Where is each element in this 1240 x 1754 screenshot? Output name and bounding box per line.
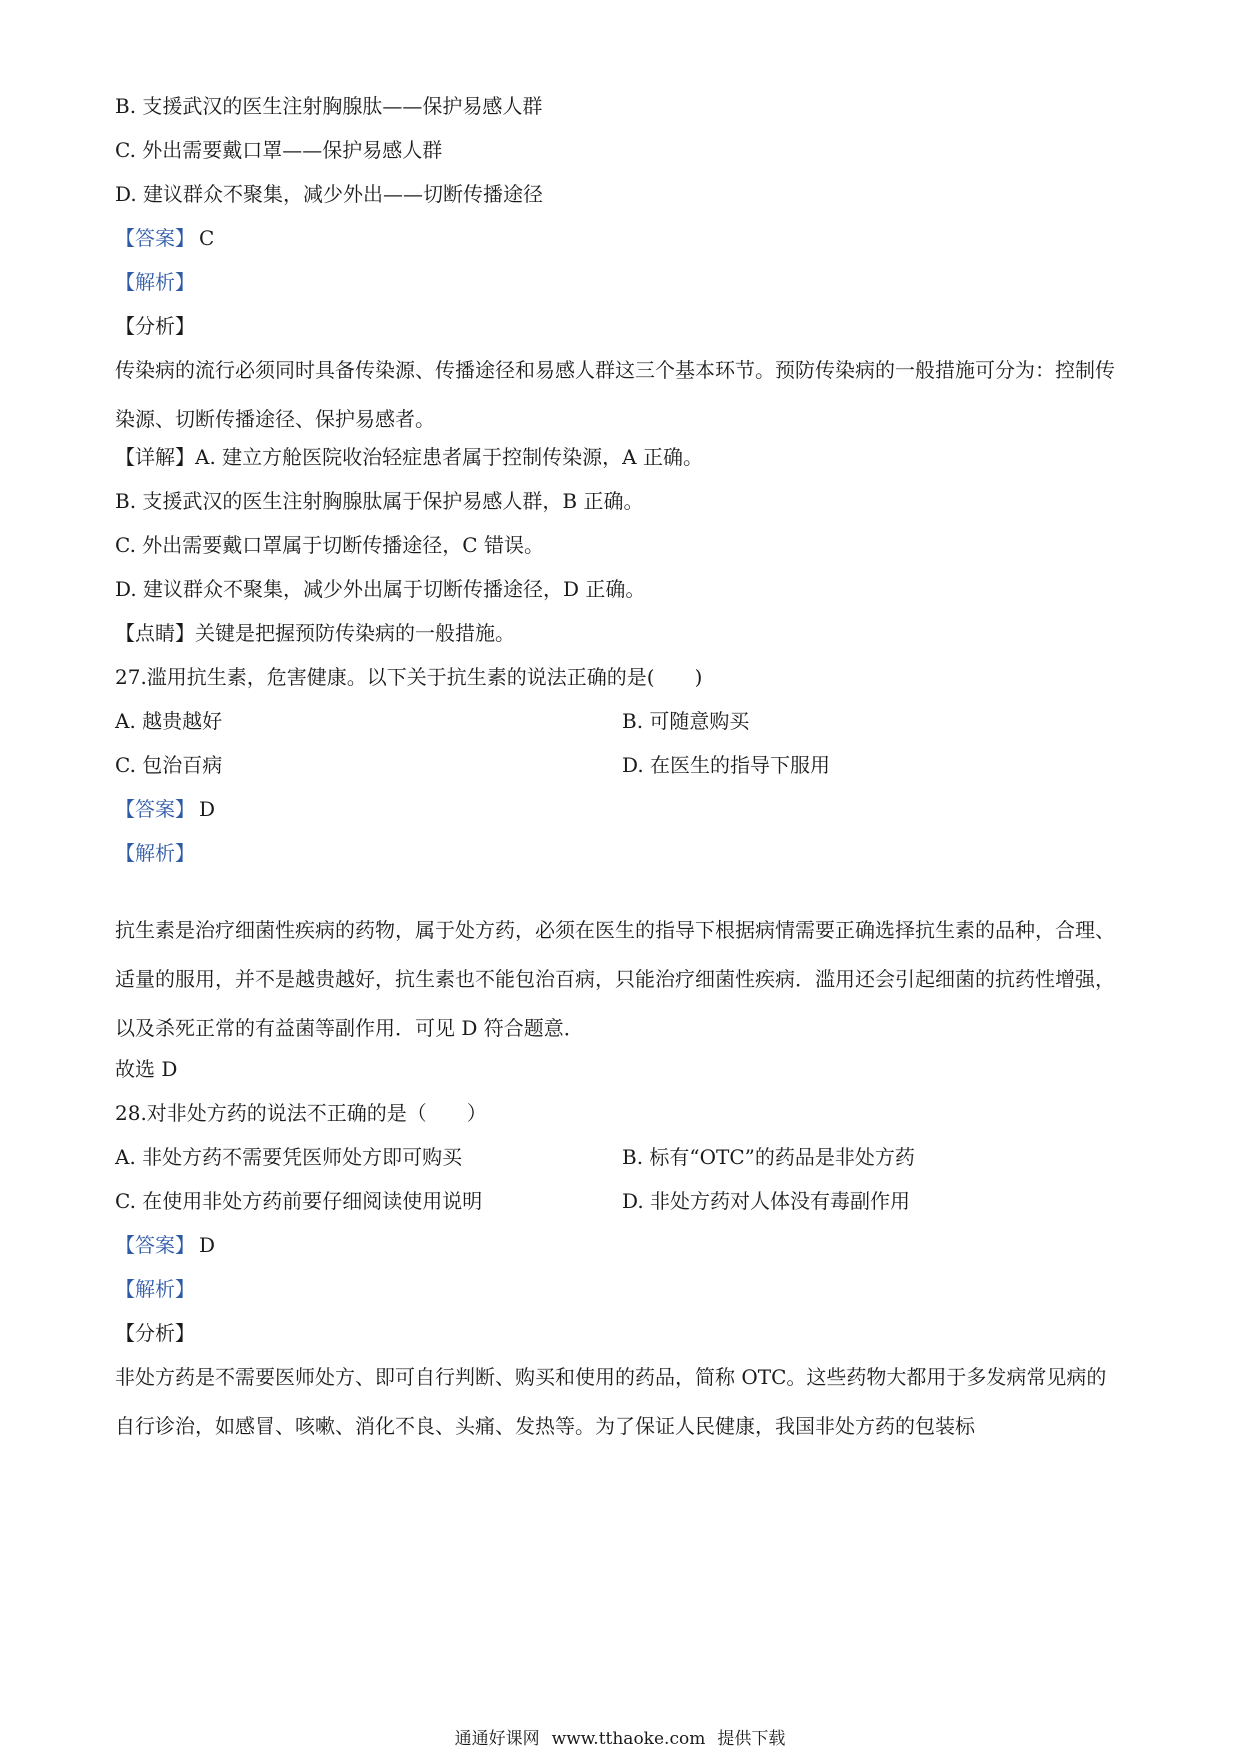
q27-stem: 27.滥用抗生素，危害健康。以下关于抗生素的说法正确的是( ) (115, 665, 703, 689)
q28-answer-value: D (199, 1233, 216, 1257)
q28-option-d: D. 非处方药对人体没有毒副作用 (622, 1189, 911, 1213)
q26-fenxi-label: 【分析】 (115, 314, 195, 338)
q27-option-c: C. 包治百病 (115, 753, 223, 777)
q27-analysis-label: 【解析】 (115, 841, 195, 865)
q27-analysis-text: 抗生素是治疗细菌性疾病的药物，属于处方药，必须在医生的指导下根据病情需要正确选择抗生素的品种，合理、适量的服用，并不是越贵越好，抗生素也不能包治百病，只能治疗细菌性疾病．滥用还会引起细菌的抗药性增强，以及杀死正常的有益菌等副作用．可见 D 符合题意． (115, 918, 1115, 1040)
q26-option-d: D. 建议群众不聚集，减少外出——切断传播途径 (115, 182, 544, 206)
q27-option-d: D. 在医生的指导下服用 (622, 753, 831, 777)
footer-note: 提供下载 (717, 1729, 786, 1749)
q26-detail-line-4: D. 建议群众不聚集，减少外出属于切断传播途径，D 正确。 (115, 577, 646, 601)
q27-answer-row (115, 795, 215, 823)
q28-stem: 28.对非处方药的说法不正确的是（ ） (115, 1101, 487, 1125)
q26-detail-line-2: B. 支援武汉的医生注射胸腺肽属于保护易感人群，B 正确。 (115, 489, 644, 513)
q28-option-b: B. 标有“OTC”的药品是非处方药 (622, 1145, 915, 1169)
q28-fenxi-label: 【分析】 (115, 1321, 195, 1345)
q28-fenxi-text: 非处方药是不需要医师处方、即可自行判断、购买和使用的药品，简称 OTC。这些药物大都用于多发病常见病的自行诊治，如感冒、咳嗽、消化不良、头痛、发热等。为了保证人民健康，我国非处方药的包装标 (115, 1365, 1107, 1438)
q28-answer-label: 【答案】 (115, 1233, 195, 1257)
page-footer (0, 1728, 1240, 1750)
q27-answer-label: 【答案】 (115, 797, 195, 821)
q27-answer-value: D (199, 797, 216, 821)
q26-fenxi-text: 传染病的流行必须同时具备传染源、传播途径和易感人群这三个基本环节。预防传染病的一般措施可分为：控制传染源、切断传播途径、保护易感者。 (115, 358, 1115, 431)
q26-option-c: C. 外出需要戴口罩——保护易感人群 (115, 138, 443, 162)
q27-conclusion: 故选 D (115, 1057, 178, 1081)
q26-answer-value: C (199, 226, 215, 250)
q27-option-b: B. 可随意购买 (622, 709, 750, 733)
q28-analysis-label: 【解析】 (115, 1277, 195, 1301)
q26-answer-label: 【答案】 (115, 226, 195, 250)
q28-option-a: A. 非处方药不需要凭医师处方即可购买 (115, 1145, 463, 1169)
q26-detail-line-3: C. 外出需要戴口罩属于切断传播途径，C 错误。 (115, 533, 544, 557)
q28-option-c: C. 在使用非处方药前要仔细阅读使用说明 (115, 1189, 483, 1213)
q27-option-a: A. 越贵越好 (115, 709, 223, 733)
q26-detail-line-1: 【详解】A. 建立方舱医院收治轻症患者属于控制传染源，A 正确。 (115, 445, 703, 469)
q26-dianjing: 【点睛】关键是把握预防传染病的一般措施。 (115, 621, 515, 645)
q26-answer-row (115, 224, 214, 252)
q26-analysis-label: 【解析】 (115, 270, 195, 294)
q28-answer-row (115, 1231, 215, 1259)
q26-option-b: B. 支援武汉的医生注射胸腺肽——保护易感人群 (115, 94, 543, 118)
footer-url[interactable]: www.tthaoke.com (551, 1729, 706, 1749)
footer-site-name: 通通好课网 (454, 1729, 540, 1749)
